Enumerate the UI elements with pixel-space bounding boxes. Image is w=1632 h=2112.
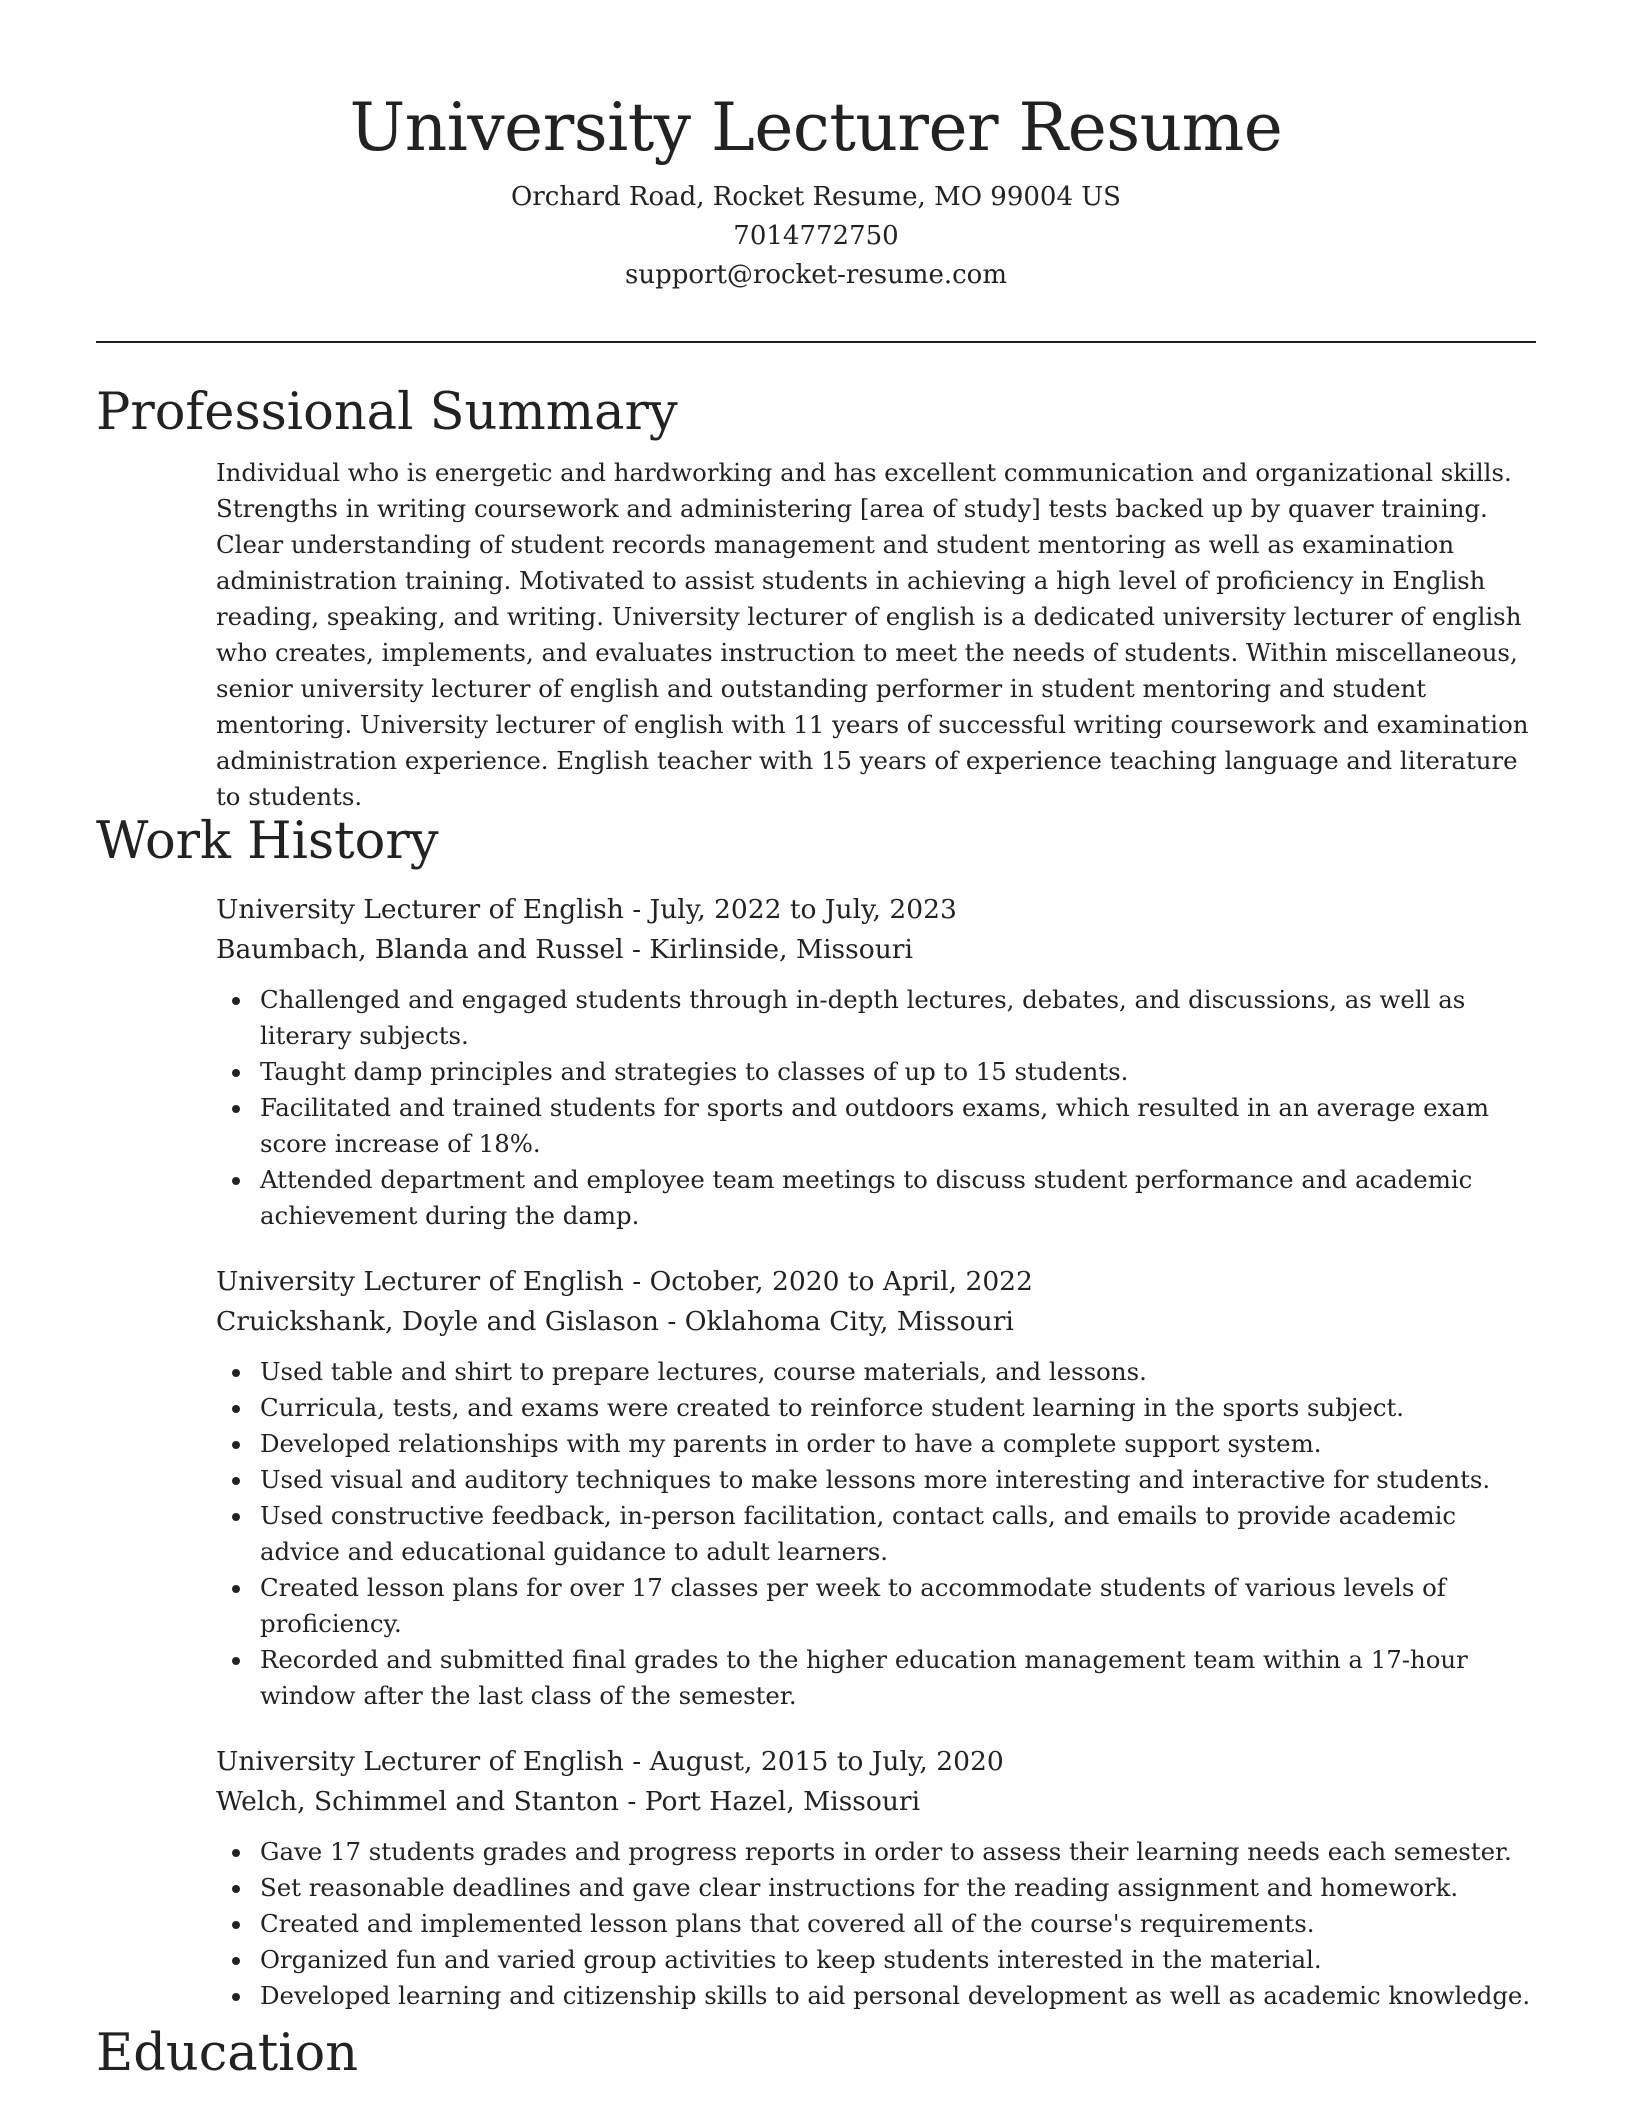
- job-bullet: [216, 1162, 1536, 1234]
- contact-address: Orchard Road, Rocket Resume, MO 99004 US: [511, 182, 1121, 212]
- bullet-dot-icon: [232, 1585, 240, 1593]
- bullet-dot-icon: [232, 997, 240, 1005]
- job-bullet-text: Used table and shirt to prepare lectures, course materials, and lessons.: [260, 1357, 1147, 1386]
- summary-body: [216, 455, 1536, 815]
- job-bullet: [216, 1834, 1536, 1870]
- job-bullet: [216, 1054, 1536, 1090]
- job-bullet: [216, 1090, 1536, 1162]
- job-bullet-text: Used constructive feedback, in-person facilitation, contact calls, and emails to provide academic advice and educational guidance to adult learners.: [260, 1501, 1457, 1566]
- job-bullet-text: Facilitated and trained students for sports and outdoors exams, which resulted in an average exam score increase of 18%.: [260, 1093, 1489, 1158]
- bullet-dot-icon: [232, 1885, 240, 1893]
- job-bullet-text: Challenged and engaged students through in-depth lectures, debates, and discussions, as well as literary subjects.: [260, 985, 1466, 1050]
- job-entry: [216, 1262, 1536, 1714]
- work-history-section: [96, 810, 1536, 2014]
- bullet-dot-icon: [232, 1657, 240, 1665]
- bullet-dot-icon: [232, 1369, 240, 1377]
- job-bullet-text: Used visual and auditory techniques to make lessons more interesting and interactive for students.: [260, 1465, 1491, 1494]
- bullet-dot-icon: [232, 1105, 240, 1113]
- contact-info: [0, 178, 1632, 295]
- job-title-line: University Lecturer of English - August, 2015 to July, 2020: [216, 1746, 1004, 1777]
- job-bullet-list: [216, 1834, 1536, 2014]
- job-entry: [216, 1742, 1536, 2014]
- job-bullet: [216, 982, 1536, 1054]
- summary-section: [96, 381, 1536, 815]
- job-bullet: [216, 1390, 1536, 1426]
- job-entry: [216, 890, 1536, 1234]
- job-bullet-list: [216, 982, 1536, 1234]
- job-company-line: Welch, Schimmel and Stanton - Port Hazel, Missouri: [216, 1786, 921, 1817]
- summary-text: Individual who is energetic and hardworking and has excellent communication and organizational skills. Strengths in writing coursework and administering [area of study] tests backed up by quaver training. Clear understanding of student records management and student mentoring as well as examination administration training. Motivated to assist students in achieving a high level of proficiency in English reading, speaking, and writing. University lecturer of english is a dedicated university lecturer of english who creates, implements, and evaluates instruction to meet the needs of students. Within miscellaneous, senior university lecturer of english and outstanding performer in student mentoring and student mentoring. University lecturer of english with 11 years of successful writing coursework and examination administration experience. English teacher with 15 years of experience teaching language and literature to students.: [216, 458, 1529, 811]
- contact-email: support@rocket-resume.com: [624, 260, 1007, 290]
- job-bullet: [216, 1870, 1536, 1906]
- job-title-line: University Lecturer of English - October, 2020 to April, 2022: [216, 1266, 1033, 1297]
- work-history-body: [216, 890, 1536, 2014]
- job-bullet-text: Developed relationships with my parents in order to have a complete support system.: [260, 1429, 1322, 1458]
- bullet-dot-icon: [232, 1921, 240, 1929]
- bullet-dot-icon: [232, 1849, 240, 1857]
- bullet-dot-icon: [232, 1513, 240, 1521]
- job-bullet-text: Taught damp principles and strategies to classes of up to 15 students.: [260, 1057, 1129, 1086]
- bullet-dot-icon: [232, 1069, 240, 1077]
- job-bullet: [216, 1462, 1536, 1498]
- job-bullet-text: Created and implemented lesson plans that covered all of the course's requirements.: [260, 1909, 1315, 1938]
- resume-title: University Lecturer Resume: [349, 89, 1283, 166]
- job-bullet-list: [216, 1354, 1536, 1714]
- job-bullet: [216, 1978, 1536, 2014]
- education-section: [96, 2022, 1536, 2086]
- bullet-dot-icon: [232, 1477, 240, 1485]
- job-bullet-text: Created lesson plans for over 17 classes per week to accommodate students of various levels of proficiency.: [260, 1573, 1446, 1638]
- work-history-heading: Work History: [96, 812, 439, 871]
- job-bullet-text: Recorded and submitted final grades to the higher education management team within a 17-hour window after the last class of the semester.: [260, 1645, 1468, 1710]
- job-bullet-text: Curricula, tests, and exams were created to reinforce student learning in the sports subject.: [260, 1393, 1405, 1422]
- resume-header: [0, 0, 1632, 295]
- job-title-line: University Lecturer of English - July, 2022 to July, 2023: [216, 894, 957, 925]
- job-bullet-text: Set reasonable deadlines and gave clear instructions for the reading assignment and homework.: [260, 1873, 1459, 1902]
- bullet-dot-icon: [232, 1177, 240, 1185]
- job-bullet-text: Organized fun and varied group activities to keep students interested in the material.: [260, 1945, 1322, 1974]
- job-bullet-text: Gave 17 students grades and progress reports in order to assess their learning needs each semester.: [260, 1837, 1512, 1866]
- job-bullet: [216, 1642, 1536, 1714]
- summary-heading: Professional Summary: [96, 383, 678, 442]
- header-divider: [96, 341, 1536, 343]
- job-bullet: [216, 1426, 1536, 1462]
- job-bullet-text: Attended department and employee team meetings to discuss student performance and academic achievement during the damp.: [260, 1165, 1473, 1230]
- job-bullet-text: Developed learning and citizenship skills to aid personal development as well as academic knowledge.: [260, 1981, 1531, 2010]
- job-bullet: [216, 1498, 1536, 1570]
- education-heading: Education: [96, 2024, 359, 2083]
- contact-phone: 7014772750: [733, 221, 899, 251]
- bullet-dot-icon: [232, 1957, 240, 1965]
- job-company-line: Cruickshank, Doyle and Gislason - Oklahoma City, Missouri: [216, 1306, 1014, 1337]
- job-bullet: [216, 1570, 1536, 1642]
- job-bullet: [216, 1942, 1536, 1978]
- job-bullet: [216, 1354, 1536, 1390]
- job-bullet: [216, 1906, 1536, 1942]
- bullet-dot-icon: [232, 1993, 240, 2001]
- bullet-dot-icon: [232, 1441, 240, 1449]
- job-company-line: Baumbach, Blanda and Russel - Kirlinside, Missouri: [216, 934, 913, 965]
- bullet-dot-icon: [232, 1405, 240, 1413]
